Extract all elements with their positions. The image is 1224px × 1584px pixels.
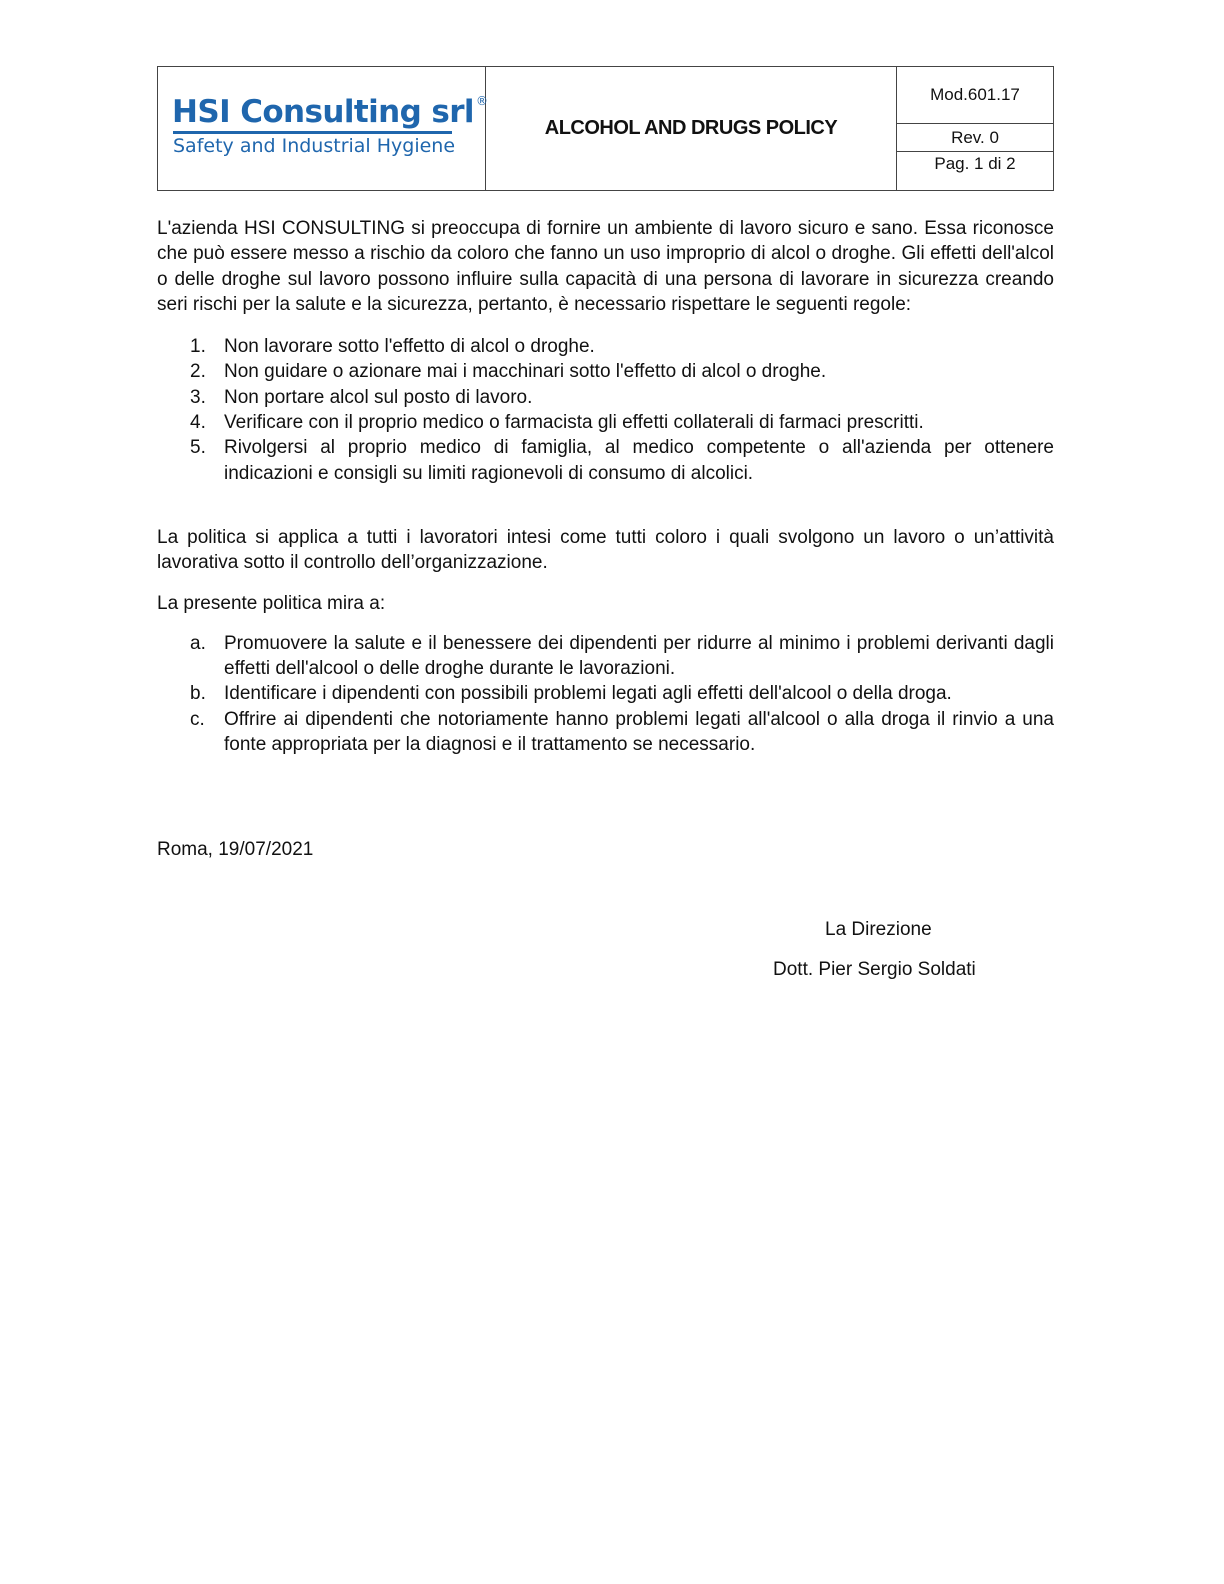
- list-item-text: Non portare alcol sul posto di lavoro.: [224, 386, 533, 408]
- company-logo: [158, 67, 486, 190]
- logo-brand-name: HSI Consulting srl ®: [172, 94, 488, 130]
- document-body: [157, 216, 1054, 757]
- place-and-date: Roma, 19/07/2021: [157, 839, 314, 860]
- list-item-text: Identificare i dipendenti con possibili problemi legati agli effetti dell'alcool o della droga.: [224, 683, 952, 705]
- list-marker: 5.: [190, 437, 206, 459]
- list-marker: 1.: [190, 336, 206, 358]
- registered-mark: ®: [475, 94, 488, 108]
- list-item: [157, 334, 1054, 359]
- list-item: [157, 631, 1054, 682]
- aims-intro: La presente politica mira a:: [157, 592, 386, 614]
- intro-paragraph: L'azienda HSI CONSULTING si preoccupa di fornire un ambiente di lavoro sicuro e sano. Essa riconosce che può essere messo a rischio da coloro che fanno un uso improprio di alcol o droghe. Gli effetti dell'alcol o delle droghe sul lavoro possono influire sulla capacità di una persona di lavorare in sicurezza creando seri rischi per la salute e la sicurezza, pertanto, è necessario rispettare le seguenti regole:: [157, 218, 1054, 315]
- rules-list: [157, 334, 1054, 486]
- list-item: [157, 385, 1054, 410]
- page-number: Pag. 1 di 2: [934, 154, 1016, 173]
- list-item-text: Offrire ai dipendenti che notoriamente hanno problemi legati all'alcool o alla droga il rinvio a una fonte appropriata per la diagnosi e il trattamento se necessario.: [224, 708, 1054, 756]
- revision-number: Rev. 0: [897, 124, 1053, 152]
- list-item-text: Promuovere la salute e il benessere dei dipendenti per ridurre al minimo i problemi derivanti dagli effetti dell'alcool o delle droghe durante le lavorazioni.: [224, 632, 1054, 680]
- list-marker: 4.: [190, 412, 206, 434]
- list-item: [157, 435, 1054, 486]
- scope-paragraph: La politica si applica a tutti i lavoratori intesi come tutti coloro i quali svolgono un lavoro o un’attività lavorativa sotto il controllo dell’organizzazione.: [157, 526, 1054, 574]
- list-item-text: Non lavorare sotto l'effetto di alcol o droghe.: [224, 336, 595, 358]
- list-item-text: Rivolgersi al proprio medico di famiglia, al medico competente o all'azienda per ottenere indicazioni e consigli su limiti ragionevoli di consumo di alcolici.: [224, 437, 1054, 484]
- list-item-text: Non guidare o azionare mai i macchinari sotto l'effetto di alcol o droghe.: [224, 361, 827, 383]
- list-marker: b.: [190, 683, 206, 705]
- document-title-cell: [486, 67, 897, 190]
- document-header: [157, 66, 1054, 191]
- logo-tagline: Safety and Industrial Hygiene: [173, 135, 456, 157]
- aims-list: [157, 631, 1054, 757]
- list-item-text: Verificare con il proprio medico o farmacista gli effetti collaterali di farmaci prescritti.: [224, 412, 924, 434]
- list-item: [157, 681, 1054, 706]
- signature-name: Dott. Pier Sergio Soldati: [773, 959, 976, 980]
- signature-role: La Direzione: [825, 919, 932, 940]
- logo-underline: [173, 131, 452, 134]
- document-meta: [897, 67, 1053, 190]
- document-title: ALCOHOL AND DRUGS POLICY: [544, 117, 838, 139]
- list-marker: 2.: [190, 361, 206, 383]
- list-item: [157, 410, 1054, 435]
- list-marker: a.: [190, 632, 206, 654]
- list-marker: c.: [190, 708, 205, 730]
- list-marker: 3.: [190, 386, 206, 408]
- list-item: [157, 707, 1054, 758]
- list-item: [157, 359, 1054, 384]
- module-code: Mod.601.17: [897, 67, 1053, 124]
